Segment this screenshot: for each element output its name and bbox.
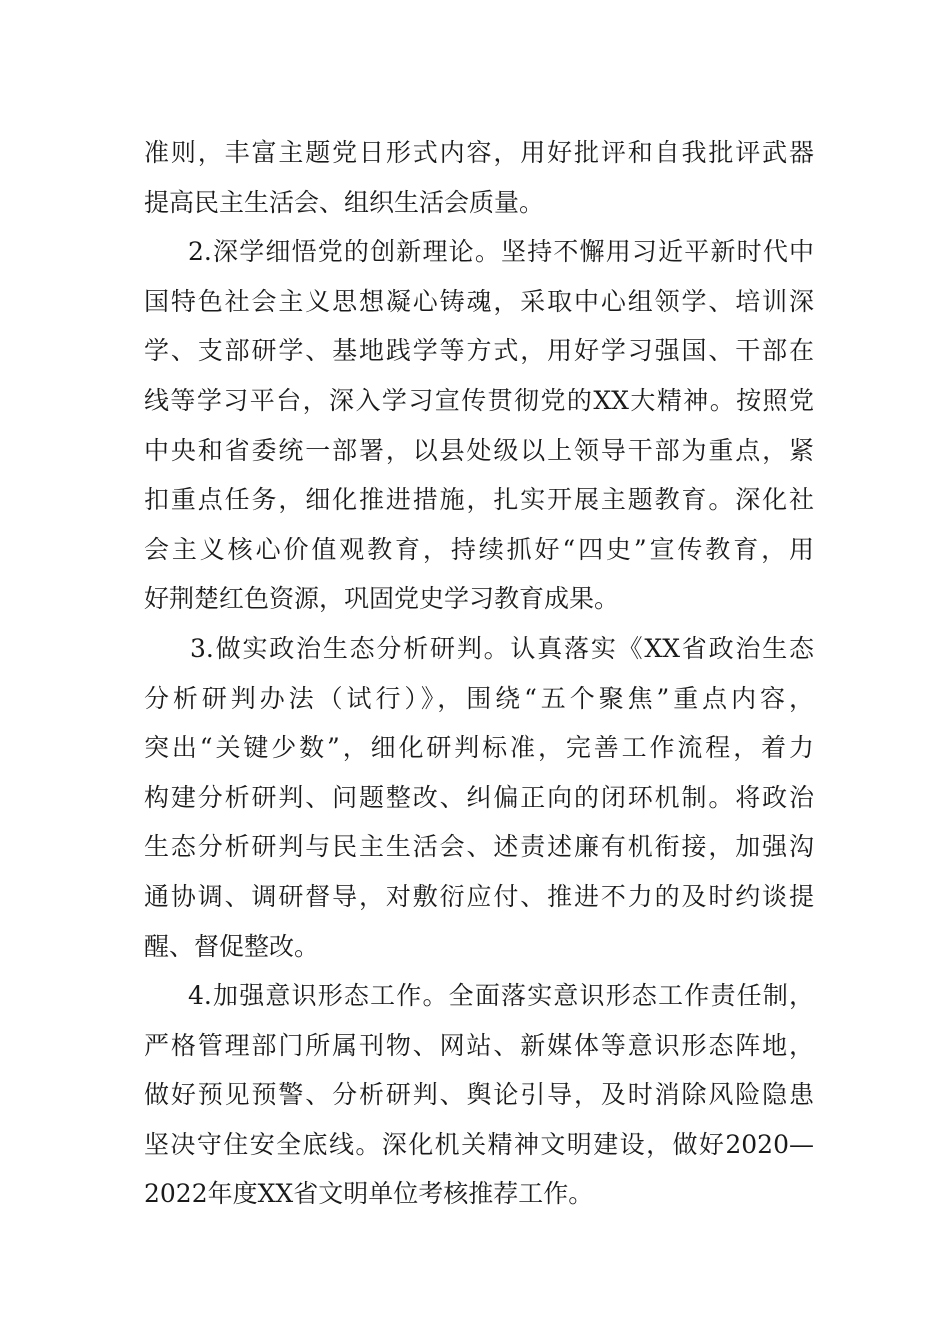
text-line: 严格管理部门所属刊物、网站、新媒体等意识形态阵地，: [144, 1030, 814, 1060]
text-line: 线等学习平台，深入学习宣传贯彻党的XX大精神。按照党: [144, 385, 814, 415]
paragraph-2: [144, 227, 814, 624]
document-body: [144, 128, 814, 1219]
text-line: 扣重点任务，细化推进措施，扎实开展主题教育。深化社: [144, 485, 814, 515]
text-line: 生态分析研判与民主生活会、述责述廉有机衔接，加强沟: [144, 832, 814, 862]
paragraph-3: [144, 624, 814, 971]
paragraph-1: [144, 128, 814, 227]
text-line: 做好预见预警、分析研判、舆论引导，及时消除风险隐患: [144, 1080, 814, 1110]
text-line: 4.加强意识形态工作。全面落实意识形态工作责任制，: [188, 981, 814, 1011]
text-line: 学、支部研学、基地践学等方式，用好学习强国、干部在: [144, 336, 814, 366]
text-line: 坚决守住安全底线。深化机关精神文明建设，做好2020—: [144, 1129, 814, 1159]
text-line: 国特色社会主义思想凝心铸魂，采取中心组领学、培训深: [144, 286, 814, 316]
text-line: 分析研判办法（试行）》，围绕“五个聚焦”重点内容，: [144, 683, 814, 713]
text-line: 突出“关键少数”，细化研判标准，完善工作流程，着力: [144, 733, 814, 763]
text-line: 通协调、调研督导，对敷衍应付、推进不力的及时约谈提: [144, 881, 814, 911]
text-line: 准则，丰富主题党日形式内容，用好批评和自我批评武器: [144, 138, 814, 167]
text-line: 会主义核心价值观教育，持续抓好“四史”宣传教育，用: [144, 534, 814, 564]
text-line: 提高民主生活会、组织生活会质量。: [144, 187, 545, 217]
text-line: 3.做实政治生态分析研判。认真落实《XX省政治生态: [190, 633, 814, 663]
text-line: 2.深学细悟党的创新理论。坚持不懈用习近平新时代中: [188, 237, 814, 267]
text-line: 构建分析研判、问题整改、纠偏正向的闭环机制。将政治: [144, 782, 814, 812]
text-line: 好荆楚红色资源，巩固党史学习教育成果。: [144, 584, 620, 614]
text-line: 中央和省委统一部署，以县处级以上领导干部为重点，紧: [144, 435, 814, 465]
text-line: 2022年度XX省文明单位考核推荐工作。: [144, 1179, 594, 1209]
text-line: 醒、督促整改。: [144, 931, 320, 961]
paragraph-4: [144, 971, 814, 1219]
